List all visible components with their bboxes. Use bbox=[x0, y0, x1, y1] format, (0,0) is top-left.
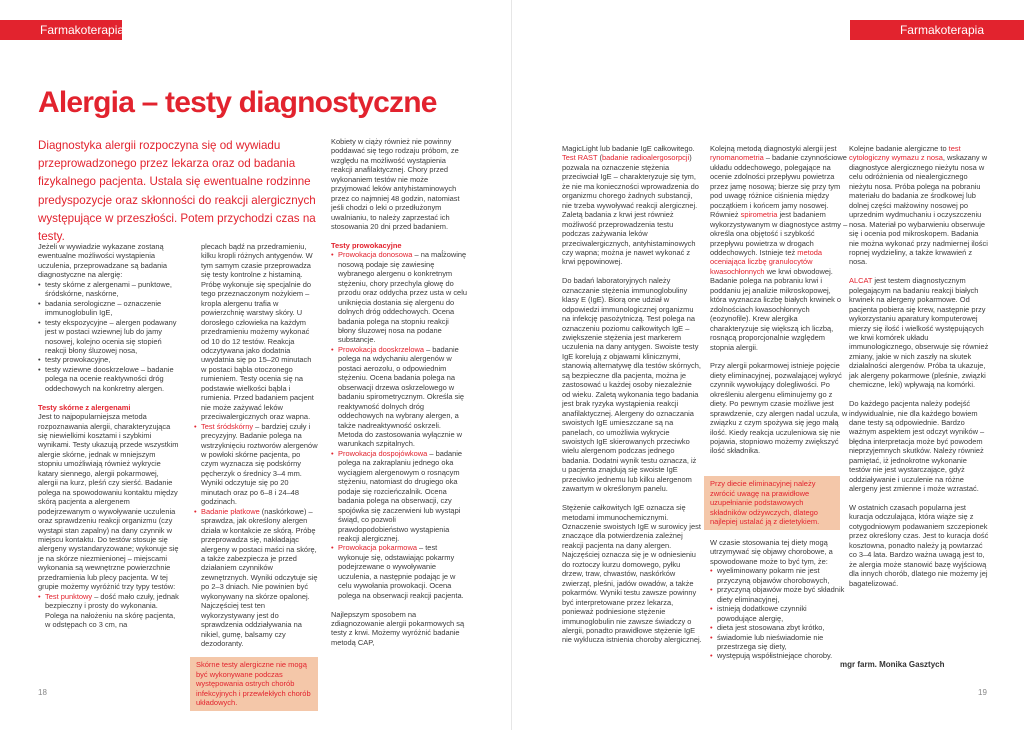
item-text: – na maĺżowinę nosową podaje się zawiesinę wybranego alergenu o konkretnym stężeniu, chory przechyla głowę do przodu oraz oddycha przez usta w celu uniknięcia dostania się alergenu do dolnych dróg oddechowych. Ocena badania polega na stopniu reakcji błony śluzowej nosa na podane substancje. bbox=[338, 250, 467, 345]
text: jest testem diagnostycznym polegającym na badaniu reakcji białych krwinek na alergeny pokarmowe. Od pacjenta pobiera się krew, następnie przy wykorzystaniu aparatury komputerowej mierzy się ilość i wielkość występujących we krwi komórek układu immunologicznego, obserwuje się również zmiany, jakie w nich zaszły na skutek działalności alergenów. Próba ta ukazuje, jak alergeny pokarmowe (pleśnie, związki chemiczne, leki) wpływają na komórki. bbox=[849, 276, 989, 390]
list-item bbox=[331, 543, 467, 600]
list-item: • testy ekspozycyjne – alergen podawany jest w postaci wziewnej lub do jamy nosowej, kolejno ocenia się stopień reakcji błony śluzowej nosa, bbox=[38, 318, 180, 356]
red-term: test cytologiczny wymazu z nosa bbox=[849, 144, 961, 163]
list-item: • dieta jest stosowana zbyt krótko, bbox=[710, 623, 848, 632]
col2-highlight-box: Skórne testy alergiczne nie mogą być wykonywane podczas występowania ostrych chorób infekcyjnych i przewlekłych chorób układowych. bbox=[190, 657, 318, 711]
col4-para-2: Do badań laboratoryjnych należy oznaczanie stężenia immunoglobuliny klasy E (IgE). Biorą one udział w odpowiedzi immunologicznej organizmu na infekcję pasożytniczą. Test polega na oznaczeniu poziomu całkowitych IgE – zwiększenie stężenia jest markerem uczulenia na dany antygen. Swoiste testy IgE korelują z objawami klinicznymi, stanowią alternatywę dla testów skórnych, są bezpieczne dla pacjenta, można je zastosować u każdej osoby niezależnie od wieku. Zaletą wykonania tego badania jest brak ryzyka wystąpienia reakcji anafilaktycznej. Alergeny do oznaczania swoistych IgE umieszczane są na panelach, co umożliwia wykrycie swoistych IgE skierowanych przeciwko wielu alergenom podczas jednego badania. Dodatni wynik testu oznacza, iż u pacjenta znajdują się swoiste IgE przeciwko jednemu lub kilku alergenom zawartym w określonym panelu. bbox=[562, 276, 701, 494]
col3-para: Kobiety w ciąży również nie powinny poddawać się tego rodzaju próbom, ze względu na możliwość wystąpienia reakcji anafilaktycznej. Chory przed wykonaniem testów nie może przyjmować leków antyhistaminowych przez co najmniej 48 godzin, natomiast jeśli chodzi o leki o przedłużonym uwalnianiu, to należy zaprzestać ich stosowania 20 dni przed badaniem. bbox=[331, 137, 460, 232]
col1-body: Jest to najpopularniejsza metoda rozpoznawania alergii, charakteryzująca się niewielkimi kosztami i szybkimi wynikami. Testy ukazują przede wszystkim alergie skórne, jednak w mniejszym stopniu umożliwiają również wykrycie katarу siennego, alergii pokarmowej, alergii na kurz, pleśń czy sierść. Badanie polega na spowodowaniu kontaktu między skórą pacjenta a alergenem podejrzewanym o wywoływanie uczulenia oraz sprawdzeniu reakcji organizmu (czy wystąpi stan zapalny) na dany czynnik w miejscu kontaktu. Do testów stosuje się alergeny wystandaryzowane; wykonuje się je na skórze niezmienionej – miejscami wykonania są wewnętrzne powierzchnie przedramienia lub plecy pacjenta. W tej grupie możemy wyróżnić trzy typy testów: bbox=[38, 412, 179, 592]
col3-heading: Testy prowokacyjne bbox=[331, 240, 402, 250]
list-item: • wyeliminowany pokarm nie jest przyczyną objawów chorobowych, bbox=[710, 566, 848, 585]
col6-para bbox=[849, 144, 989, 267]
col5-para-3: W czasie stosowania tej diety mogą utrzymywać się objawy chorobowe, a spowodowane może to być tym, że: bbox=[710, 538, 833, 566]
list-item: • testy skórne z alergenami – punktowe, śródskórne, naskórne, bbox=[38, 280, 180, 299]
item-name: Prowokacja pokarmowa bbox=[338, 543, 417, 553]
red-term: Test RAST bbox=[562, 153, 598, 163]
col1-heading: Testy skórne z alergenami bbox=[38, 402, 131, 412]
list-item: • świadomie lub nieświadomie nie przestrzega się diety, bbox=[710, 633, 848, 652]
text: jest badaniem wykorzystywanym w diagnostyce astmy – określa ona objętość i szybkość przepływu powietrza w drogach oddechowych. Istnieje też bbox=[710, 210, 848, 257]
column-4 bbox=[562, 144, 702, 645]
author-signature: mgr farm. Monika Gasztych bbox=[840, 660, 945, 669]
column-2 bbox=[194, 242, 318, 648]
column-5 bbox=[710, 144, 848, 456]
list-item bbox=[38, 592, 180, 630]
item-name: Test śródskórny bbox=[201, 421, 254, 431]
col5-para bbox=[710, 144, 848, 352]
col1-list bbox=[38, 280, 180, 393]
item-name: Prowokacja donosowa bbox=[338, 250, 413, 260]
item-name: Badanie płatkowe bbox=[201, 506, 260, 516]
col6-para-4: W ostatnich czasach popularna jest kuracja odczulająca, która wiąże się z cotygodniowym podawaniem szczepionek przez określony czas. Jest to kuracja dość kosztowna, ponadto należy ją powtarzać co 3–4 lata. Bardzo ważna uwagą jest to, że alergia może stanowić bazę wyjściową dla innych chorób, dlatego nie możemy jej bagatelizować. bbox=[849, 503, 989, 588]
red-term: badanie radioalergosorpcji bbox=[601, 153, 690, 163]
page-number-left: 18 bbox=[38, 688, 47, 697]
list-item: • testy prowokacyjne, bbox=[38, 355, 180, 364]
column-6 bbox=[849, 144, 989, 588]
col6-para-3: Do każdego pacjenta należy podejść indywidualnie, nie dla każdego bowiem dane testy są odpowiednie. Bardzo ważnym aspektem jest odczyt wyników – błędna interpretacja może być powodem nieprzyjemnych skutków. Należy również pamiętać, iż jednokrotne wykonanie testów nie jest wystarczające, gdyż oddziaływanie i uczulenie na różne alergeny jest zmienne i może wzrastać. bbox=[849, 399, 985, 494]
list-item bbox=[331, 345, 467, 449]
column-5-bottom bbox=[710, 538, 848, 661]
col4-para bbox=[562, 144, 702, 267]
item-text: – badanie polega na zakraplaniu jednego oka wyciągiem alergenowym o rosnącym stężeniu, natomiast do drugiego oka podaje się rozcieńczalnik. Ocena badania polega na obserwacji, czy spojówka się zaczerwieni lub wystąpi świąd, co pozwoli prawdopodobieństwo wystąpienia reakcji alergicznej. bbox=[338, 448, 463, 543]
text: Kolejne badanie alergiczne to bbox=[849, 144, 949, 153]
list-item bbox=[194, 422, 318, 507]
red-term: metoda oceniająca liczbę granulocytów kwasochłonnych bbox=[710, 247, 823, 276]
list-item: • badania serologiczne – oznaczenie immunoglobulin IgE, bbox=[38, 299, 180, 318]
text: Kolejną metodą diagnostyki alergii jest bbox=[710, 144, 837, 153]
item-text: – bardziej czuły i precyzyjny. Badanie polega na wstrzyknięciu roztworów alergenów w powłoki skórne pacjenta, po czym wyznacza się podskórny pęcherzyk o średnicy 3–4 mm. Wyniki odczytuje się po 20 minutach oraz po 6–8 i 24–48 godzinach. bbox=[201, 421, 318, 507]
list-item: • przyczyną objawów może być składnik diety eliminacyjnej, bbox=[710, 585, 848, 604]
text: ( bbox=[597, 153, 602, 163]
left-tag-bar bbox=[0, 20, 34, 40]
item-name: Prowokacja dospojówkowa bbox=[338, 448, 428, 458]
text: ) pozwala na oznaczenie stężenia przeciwciał IgE – charakteryzuje się tym, że nie ma konieczności wprowadzenia do organizmu chorego żadnych substancji, nie trzeba wywoływać reakcji alergicznej. Zaletą badania z krwi jest również możliwość przeprowadzenia testu podczas zażywania leków przeciwalergicznych, antyhistaminowych czy wapna; można je nawet wykonać z krwi pępowinowej. bbox=[562, 153, 699, 267]
red-term: rynomanometria bbox=[710, 153, 764, 163]
list-item bbox=[331, 250, 467, 345]
col1-intro: Jeżeli w wywiadzie wykazane zostaną ewentualne możliwości wystąpienia uczulenia, przeprowadzane są badania diagnostyczne na alergię: bbox=[38, 242, 168, 280]
test-name: Test punktowy bbox=[45, 591, 93, 601]
col6-para-2 bbox=[849, 276, 989, 389]
page-number-right: 19 bbox=[978, 688, 987, 697]
text: – badanie czynnościowe układu oddechowego, polegające na ocenie zdolności przepływu powietrza przez jamę nosową; bierze się przy tym pod uwagę różnice ciśnienia między początkiem i końcem jamy nosowej. Również bbox=[710, 153, 847, 220]
article-lead: Diagnostyka alergii rozpoczyna się od wywiadu przeprowadzonego przez lekarza oraz od badania fizykalnego pacjenta. Ustala się ewentualne rodzinne predyspozycje oraz skłonności do reakcji alergicznych występujące w przeszłości. Potem przychodzi czas na testy. bbox=[38, 139, 316, 244]
right-page bbox=[512, 0, 1024, 730]
list-item: • występują współistniejące choroby. bbox=[710, 651, 848, 660]
right-section-tag: Farmakoterapia bbox=[850, 20, 990, 40]
col5-para-2: Przy alergii pokarmowej istnieje pojęcie diety eliminacyjnej, pozwalającej wykryć czynnik wywołujący dolegliwości. Po określeniu alergenu eliminujemy go z diety. Po pewnym czasie możliwe jest sprawdzenie, czy alergen nadal uczula, w związku z czym spożywa się jego małą ilość. Kiedy reakcja uczuleniowa się nie pojawia, stopniowo możemy zwiększyć ilość składnika. bbox=[710, 361, 848, 456]
col4-para-3: Stężenie całkowitych IgE oznacza się metodami immunochemicznymi. Oznaczenie swoistych IgE w surowicy jest znaczące dla potwierdzenia zależnej reakcji pacjenta na dany alergen. Najczęściej oznacza się je w odniesieniu do roztoczy kurzu domowego, pyłku drzew, traw, chwastów, naskórków zwierząt, pleśni, jadów owadów, a także pokarmów. Wyniki testu zawsze powinny być interpretowane przez lekarza, ponieważ podniesione stężenie immunoglobulin nie zawsze świadczy o alergii, ponadto prawidłowe stężenie IgE nie wyklucza istnienia choroby alergicznej. bbox=[562, 503, 702, 645]
list-item: • testy wziewne dooskrzelowe – badanie polega na ocenie reaktywności dróg oddechowych na konkretny alergen. bbox=[38, 365, 180, 393]
item-text: (naskórkowe) – sprawdza, jak określony alergen działa w kontakcie ze skórą. Próbę przeprowadza się, nakładając alergeny w postaci maści na skórę, a także zabezpiecza je przed działaniem czynników zewnętrznych. Wyniki odczytuje się po 2–3 dniach. Nie powinien być wykonywany na skórze opalonej. Najczęściej test ten wykorzystywany jest do sprawdzenia oddziaływania na nikiel, gumę, balsamy czy dezodoranty. bbox=[201, 506, 318, 649]
article-title: Alergia – testy diagnostyczne bbox=[38, 86, 437, 119]
test-text: – dość mało czuły, jednak bezpieczny i prosty do wykonania. Polega na nałożeniu na skórę pacjenta, w odstępach co 3 cm, na bbox=[45, 591, 179, 630]
item-text: – test wykonuje się, odstawiając pokarmy podejrzewane o wywoływanie uczulenia, a następnie podając je w celu wywołania prowokacji. Ocena polega na obserwacji reakcji pacjenta. bbox=[338, 543, 464, 600]
text: we krwi obwodowej. Badanie polega na pobraniu krwi i poddaniu jej analizie mikroskopowej, która wyznacza liczbę białych krwinek o zdolnościach kwasochłonnych (eozynofile). Krew alergika charakteryzuje się większą ich liczbą, rosnącą proporcjonalnie względem stopnia alergii. bbox=[710, 266, 842, 352]
column-3 bbox=[331, 137, 467, 647]
red-term: spirometria bbox=[740, 210, 778, 220]
col3-para-2: Najlepszym sposobem na zdiagnozowanie alergii pokarmowych są testy z krwi. Możemy wyróżnić badanie metodą CAP, bbox=[331, 609, 465, 647]
list-item bbox=[331, 449, 467, 544]
list-item bbox=[194, 507, 318, 649]
red-term: ALCAT bbox=[849, 276, 873, 286]
col2-para: plecach bądź na przedramieniu, kilku kropli różnych antygenów. W tym samym czasie przeprowadza się testy kontrolne z histaminą. Próbę wykonuje się specjalnie do tego przeznaczonym nożykiem – kropla alergenu trafia w powierzchnię warstwy skóry. U dorosłego człowieka na każdym przedramieniu możemy wykonać od 10 do 12 testów. Reakcja odczytywana jako dodatnia uwydatnia się po 15–20 minutach w postaci bąbla otoczonego rumieniem. Testy ocenia się na podstawie wielkości bąbla i rumienia. Przed badaniem pacjent nie może zażywać leków przeciwalergicznych oraz wapna. bbox=[201, 242, 314, 422]
item-name: Prowokacja dooskrzelowa bbox=[338, 344, 424, 354]
text: , wskazany w diagnostyce alergicznego nieżytu nosa w celu odróżnienia od niealergicznego nieżytu nosa. Próba polega na pobraniu materiału do badania ze środkowej lub dolnej części małżowiny nosowej po uprzednim wydmuchaniu i oczyszczeniu nosa. Materiał po wybarwieniu obserwuje się i ocenia pod mikroskopem. Badania nie można wykonać przy nadmiernej ilości ropnej wydzieliny, a także krwawień z nosa. bbox=[849, 153, 988, 267]
text: MagicLight lub badanie IgE całkowitego. bbox=[562, 144, 695, 153]
right-tag-bar bbox=[990, 20, 1024, 40]
item-text: – badanie polega na wdychaniu alergenów w postaci aerozolu, o odpowiednim stężeniu. Ocena badania polega na obserwacji drzewa oskrzelowego w badaniu spirometrycznym. Określa się reaktywność dolnych dróg oddechowych na wybrany alergen, a także nadreaktywność oskrzeli. Metoda do zastosowania wyłącznie w warunkach szpitalnych. bbox=[338, 344, 465, 449]
left-section-tag: Farmakoterapia bbox=[34, 20, 122, 40]
col5-highlight-box: Przy diecie eliminacyjnej należy zwrócić uwagę na prawidłowe uzupełnianie podstawowych składników odżywczych, dlatego najlepiej ustalać ją z dietetykiem. bbox=[704, 476, 840, 530]
column-1 bbox=[38, 242, 180, 630]
list-item: • istnieją dodatkowe czynniki powodujące alergię, bbox=[710, 604, 848, 623]
